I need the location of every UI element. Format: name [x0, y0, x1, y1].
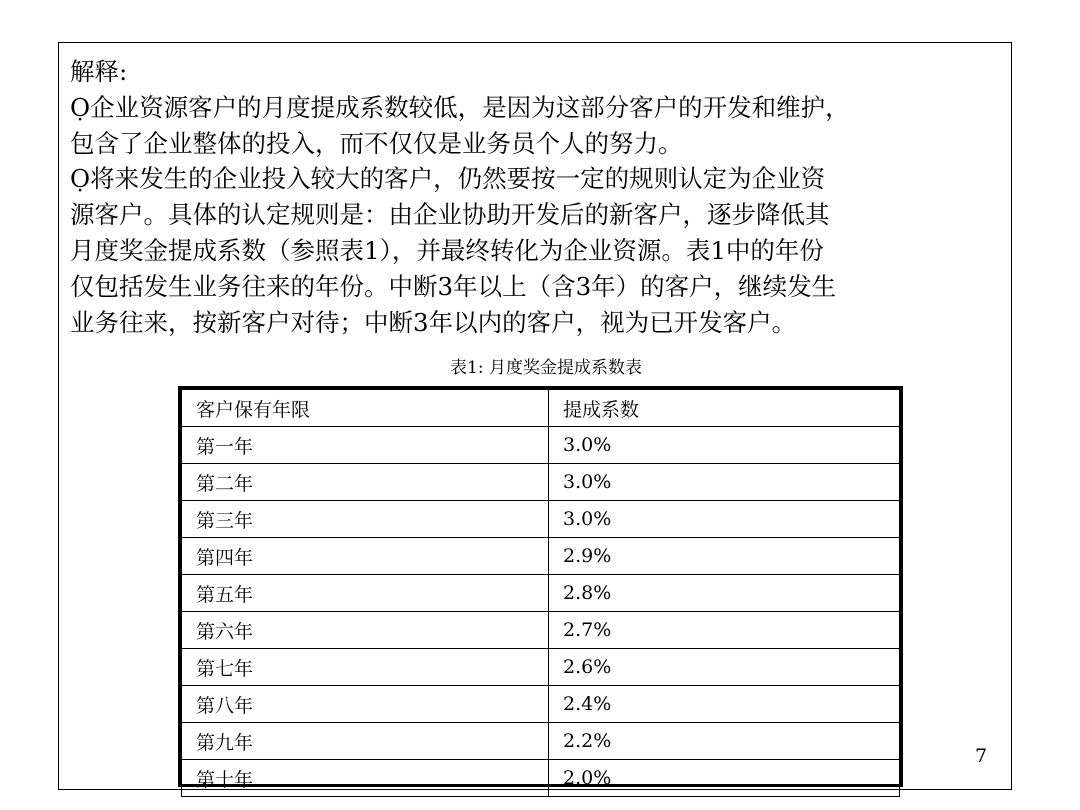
table-row — [182, 649, 900, 686]
paragraph-1-line-1 — [70, 90, 1020, 126]
table-row — [182, 538, 900, 575]
bullet-icon: Ọ — [70, 92, 91, 122]
table-cell-year: 第八年 — [182, 686, 549, 723]
table-row — [182, 575, 900, 612]
table-row — [182, 760, 900, 797]
table-cell-rate: 2.2% — [549, 723, 900, 760]
table-cell-year: 第三年 — [182, 501, 549, 538]
table-cell-year: 第六年 — [182, 612, 549, 649]
table-cell-year: 第七年 — [182, 649, 549, 686]
paragraph-1-line-2: 包含了企业整体的投入，而不仅仅是业务员个人的努力。 — [70, 128, 683, 158]
table-cell-year: 第二年 — [182, 464, 549, 501]
table-cell-rate: 2.6% — [549, 649, 900, 686]
table-cell-year: 第九年 — [182, 723, 549, 760]
paragraph-2-text-1: 将来发生的企业投入较大的客户，仍然要按一定的规则认定为企业资 — [90, 164, 826, 194]
table-row — [182, 686, 900, 723]
table-cell-rate: 2.0% — [549, 760, 900, 797]
table-row — [182, 612, 900, 649]
table-cell-rate: 2.8% — [549, 575, 900, 612]
table-cell-rate: 2.9% — [549, 538, 900, 575]
paragraph-1-text-1: 企业资源客户的月度提成系数较低，是因为这部分客户的开发和维护， — [90, 92, 850, 122]
bullet-icon: Ọ — [70, 164, 91, 194]
table-cell-rate: 2.7% — [549, 612, 900, 649]
table-cell-rate: 3.0% — [549, 427, 900, 464]
table-header-cell: 客户保有年限 — [182, 390, 549, 427]
table-header-row — [182, 390, 900, 427]
paragraph-2-line-5: 业务往来，按新客户对待；中断3年以内的客户，视为已开发客户。 — [70, 307, 797, 337]
commission-table-grid — [181, 389, 900, 797]
table-cell-year: 第五年 — [182, 575, 549, 612]
slide-heading: 解释: — [70, 57, 128, 86]
table-cell-year: 第四年 — [182, 538, 549, 575]
paragraph-2-line-3: 月度奖金提成系数（参照表1），并最终转化为企业资源。表1中的年份 — [70, 235, 824, 265]
table-row — [182, 464, 900, 501]
commission-table — [178, 386, 903, 791]
paragraph-2-line-1 — [70, 161, 1020, 197]
table-cell-rate: 3.0% — [549, 501, 900, 538]
table-row — [182, 723, 900, 760]
paragraph-2-line-4: 仅包括发生业务往来的年份。中断3年以上（含3年）的客户，继续发生 — [70, 271, 837, 301]
slide-body — [70, 54, 1020, 340]
table-row — [182, 501, 900, 538]
table-header-cell: 提成系数 — [549, 390, 900, 427]
paragraph-2-line-2: 源客户。具体的认定规则是：由企业协助开发后的新客户，逐步降低其 — [70, 200, 830, 230]
table-caption: 表1: 月度奖金提成系数表 — [450, 358, 642, 378]
table-row — [182, 427, 900, 464]
table-cell-rate: 2.4% — [549, 686, 900, 723]
page-number: 7 — [975, 745, 988, 767]
table-cell-year: 第十年 — [182, 760, 549, 797]
table-cell-year: 第一年 — [182, 427, 549, 464]
table-cell-rate: 3.0% — [549, 464, 900, 501]
